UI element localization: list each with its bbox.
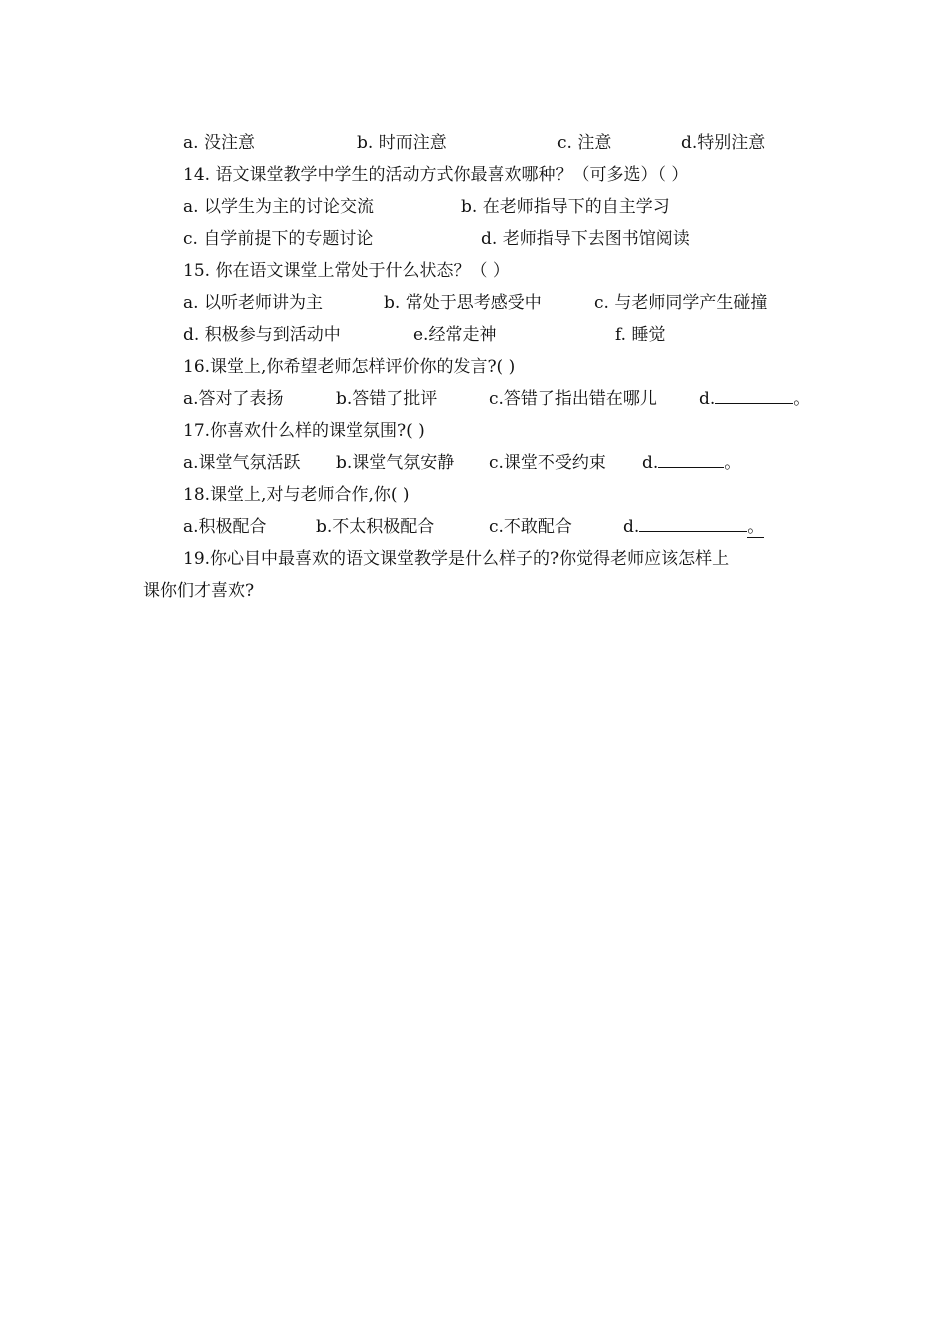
q18-answer-blank[interactable] xyxy=(639,517,747,532)
q18-option-d-label: d. xyxy=(623,517,640,537)
q15-option-d: d. 积极参与到活动中 xyxy=(183,325,341,345)
q17-option-a: a.课堂气氛活跃 xyxy=(183,453,301,473)
q14-option-b: b. 在老师指导下的自主学习 xyxy=(461,197,670,217)
q17-option-b: b.课堂气氛安静 xyxy=(336,453,455,473)
q17-option-d-label: d. xyxy=(642,453,659,473)
q13-option-a: a. 没注意 xyxy=(183,133,255,153)
q15-option-c: c. 与老师同学产生碰撞 xyxy=(594,293,768,313)
q17-option-c: c.课堂不受约束 xyxy=(489,453,606,473)
q15-question: 15. 你在语文课堂上常处于什么状态？（ ） xyxy=(183,261,510,281)
q14-question: 14. 语文课堂教学中学生的活动方式你最喜欢哪种？（可多选）（ ） xyxy=(183,165,689,185)
q16-option-d xyxy=(699,389,810,409)
q15-option-a: a. 以听老师讲为主 xyxy=(183,293,323,313)
q16-question: 16.课堂上,你希望老师怎样评价你的发言?( ) xyxy=(183,357,516,377)
q16-end-mark: 。 xyxy=(793,389,811,409)
q19-question-line1: 19.你心目中最喜欢的语文课堂教学是什么样子的?你觉得老师应该怎样上 xyxy=(183,549,730,569)
q16-option-d-label: d. xyxy=(699,389,716,409)
q17-answer-blank[interactable] xyxy=(658,453,724,468)
q17-option-d xyxy=(642,453,741,473)
q13-option-d: d.特别注意 xyxy=(681,133,766,153)
q18-option-a: a.积极配合 xyxy=(183,517,267,537)
q19-question-line2: 课你们才喜欢? xyxy=(143,581,255,601)
q14-option-a: a. 以学生为主的讨论交流 xyxy=(183,197,374,217)
q16-option-c: c.答错了指出错在哪儿 xyxy=(489,389,657,409)
q13-option-b: b. 时而注意 xyxy=(357,133,447,153)
q15-option-b: b. 常处于思考感受中 xyxy=(384,293,542,313)
q18-question: 18.课堂上,对与老师合作,你( ) xyxy=(183,485,410,505)
q16-option-b: b.答错了批评 xyxy=(336,389,438,409)
q18-end-mark: 。 xyxy=(747,517,765,537)
q15-option-e: e.经常走神 xyxy=(413,325,497,345)
q18-option-c: c.不敢配合 xyxy=(489,517,572,537)
q16-option-a: a.答对了表扬 xyxy=(183,389,284,409)
q15-option-f: f. 睡觉 xyxy=(615,325,666,345)
q17-question: 17.你喜欢什么样的课堂氛围?( ) xyxy=(183,421,425,441)
q14-option-d: d. 老师指导下去图书馆阅读 xyxy=(481,229,690,249)
q18-option-b: b.不太积极配合 xyxy=(316,517,435,537)
q16-answer-blank[interactable] xyxy=(715,389,793,404)
q18-option-d xyxy=(623,517,764,537)
q13-option-c: c. 注意 xyxy=(557,133,612,153)
q17-end-mark: 。 xyxy=(724,453,742,473)
q14-option-c: c. 自学前提下的专题讨论 xyxy=(183,229,374,249)
